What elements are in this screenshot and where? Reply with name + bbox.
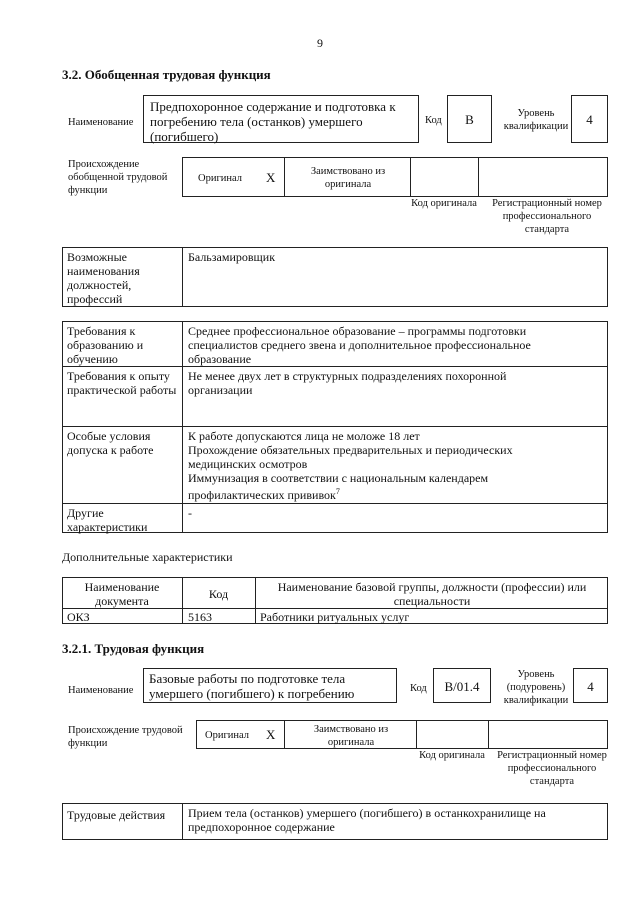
req-label-experience: Требования к опыту практической работы	[67, 369, 177, 397]
req-value-experience: Не менее двух лет в структурных подразделениях похоронной организации	[188, 369, 507, 397]
tf-original-mark: X	[266, 727, 276, 742]
reg-number-caption: Регистрационный номер профессионального стандарта	[492, 198, 602, 235]
col-group-header: Наименование базовой группы, должности (профессии) или специальности	[277, 580, 587, 608]
tf-code-value: B/01.4	[444, 679, 480, 694]
col-code-header: Код	[208, 587, 229, 601]
req-value-other: -	[188, 506, 192, 520]
tf-name-field	[143, 668, 397, 703]
row-code: 5163	[188, 610, 212, 624]
positions-value: Бальзамировщик	[188, 250, 276, 264]
name-label: Наименование	[68, 117, 134, 128]
level-value-box	[571, 95, 608, 143]
positions-label: Возможные наименования должностей, профессий	[67, 250, 140, 306]
level-label: Уровень квалификации	[503, 108, 569, 132]
req-label-other: Другие характеристики	[67, 506, 148, 534]
tf-original-label: Оригинал	[205, 730, 249, 741]
tf-level-box	[573, 668, 608, 703]
code-label: Код	[425, 115, 442, 126]
req-value-education: Среднее профессиональное образование – программы подготовки специалистов среднего звена и дополнительное профессиональное образование	[188, 324, 531, 366]
origin-label: Происхождение обобщенной трудовой функции	[68, 159, 168, 196]
tf-name-text: Базовые работы по подготовке тела умершего (погибшего) к погребению	[149, 671, 355, 701]
code-value: B	[465, 112, 474, 127]
subsection-heading: 3.2.1. Трудовая функция	[62, 641, 205, 656]
tf-level-value: 4	[587, 679, 594, 694]
req-label-education: Требования к образованию и обучению	[67, 324, 144, 366]
footnote-mark: 7	[335, 487, 340, 496]
tf-orig-code-caption: Код оригинала	[419, 750, 485, 761]
tf-origin-label: Происхождение трудовой функции	[68, 725, 183, 749]
level-value: 4	[586, 112, 593, 127]
tf-name-label: Наименование	[68, 685, 134, 696]
additional-heading: Дополнительные характеристики	[62, 550, 233, 564]
req-value-admission: К работе допускаются лица не моложе 18 лет Прохождение обязательных предварительных и периодических медицинских осмотров Иммунизация в соответствии с национальным календарем профилактических прививок$^7$	[188, 429, 513, 502]
tf-borrowed-label: Заимствовано из оригинала	[313, 724, 389, 748]
orig-code-caption: Код оригинала	[411, 198, 477, 209]
function-name-text: Предпохоронное содержание и подготовка к погребению тела (останков) умершего (погибшего)	[150, 99, 396, 144]
code-value-box	[447, 95, 492, 143]
actions-label: Трудовые действия	[67, 808, 166, 822]
tf-level-label: Уровень (подуровень) квалификации	[503, 669, 569, 706]
tf-code-box	[433, 668, 491, 703]
function-name-field	[143, 95, 419, 143]
section-heading: 3.2. Обобщенная трудовая функция	[62, 67, 271, 82]
original-label: Оригинал	[198, 173, 242, 184]
actions-value: Прием тела (останков) умершего (погибшего) в останкохранилище на предпохоронное содержание	[188, 806, 546, 834]
row-group: Работники ритуальных услуг	[260, 610, 410, 624]
original-mark: X	[266, 170, 276, 185]
row-doc: ОКЗ	[67, 610, 90, 624]
req-label-admission: Особые условия допуска к работе	[67, 429, 154, 457]
tf-code-label: Код	[410, 683, 427, 694]
tf-reg-number-caption: Регистрационный номер профессионального стандарта	[497, 750, 607, 787]
borrowed-label: Заимствовано из оригинала	[310, 166, 386, 190]
page-number: 9	[317, 36, 323, 50]
col-doc-header: Наименование документа	[84, 580, 160, 608]
